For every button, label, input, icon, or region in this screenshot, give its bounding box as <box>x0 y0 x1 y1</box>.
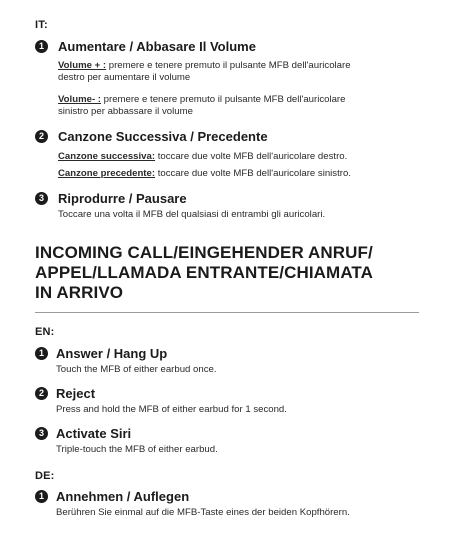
instruction-text <box>58 151 347 163</box>
step-number-badge: 1 <box>35 347 48 360</box>
step-number-badge: 1 <box>35 40 48 53</box>
divider <box>35 312 419 313</box>
step-number-badge: 1 <box>35 490 48 503</box>
term-label: Volume- : <box>58 94 101 105</box>
instruction-text: Toccare una volta il MFB del qualsiasi di entrambi gli auricolari. <box>58 209 326 220</box>
section-heading: Riprodurre / Pausare <box>58 191 187 206</box>
lang-label-en: EN: <box>35 326 55 338</box>
incoming-call-heading <box>35 243 435 303</box>
instruction-text <box>58 168 351 180</box>
term-label: Volume + : <box>58 60 107 71</box>
step-number-badge: 3 <box>35 192 48 205</box>
text-span: toccare due volte MFB dell'auricolare destro. <box>155 151 348 162</box>
text-span: destro per aumentare il volume <box>58 72 191 83</box>
term-label: Canzone successiva: <box>58 151 156 162</box>
instruction-text: Triple-touch the MFB of either earbud. <box>56 444 218 455</box>
lang-label-de: DE: <box>35 470 55 482</box>
section-heading: Canzone Successiva / Precedente <box>58 129 268 144</box>
lang-label-it: IT: <box>35 19 48 31</box>
heading-line: APPEL/LLAMADA ENTRANTE/CHIAMATA <box>35 263 374 282</box>
text-span: premere e tenere premuto il pulsante MFB dell'auricolare <box>101 94 346 105</box>
step-number-badge: 2 <box>35 130 48 143</box>
step-number-badge: 3 <box>35 427 48 440</box>
instruction-text: Press and hold the MFB of either earbud for 1 second. <box>56 404 287 415</box>
step-number-badge: 2 <box>35 387 48 400</box>
text-span: toccare due volte MFB dell'auricolare sinistro. <box>155 168 351 179</box>
section-heading: Activate Siri <box>56 426 132 441</box>
term-label: Canzone precedente: <box>58 168 156 179</box>
instruction-text <box>58 94 345 118</box>
instruction-text <box>58 60 351 84</box>
heading-line: IN ARRIVO <box>35 283 124 302</box>
section-heading: Annehmen / Auflegen <box>56 489 190 504</box>
heading-line: INCOMING CALL/EINGEHENDER ANRUF/ <box>35 243 373 262</box>
text-span: sinistro per abbassare il volume <box>58 106 193 117</box>
section-heading: Answer / Hang Up <box>56 346 168 361</box>
section-heading: Aumentare / Abbasare Il Volume <box>58 39 256 54</box>
text-span: premere e tenere premuto il pulsante MFB dell'auricolare <box>106 60 351 71</box>
instruction-text: Berühren Sie einmal auf die MFB-Taste eines der beiden Kopfhörern. <box>56 507 350 518</box>
instruction-text: Touch the MFB of either earbud once. <box>56 364 217 375</box>
section-heading: Reject <box>56 386 96 401</box>
